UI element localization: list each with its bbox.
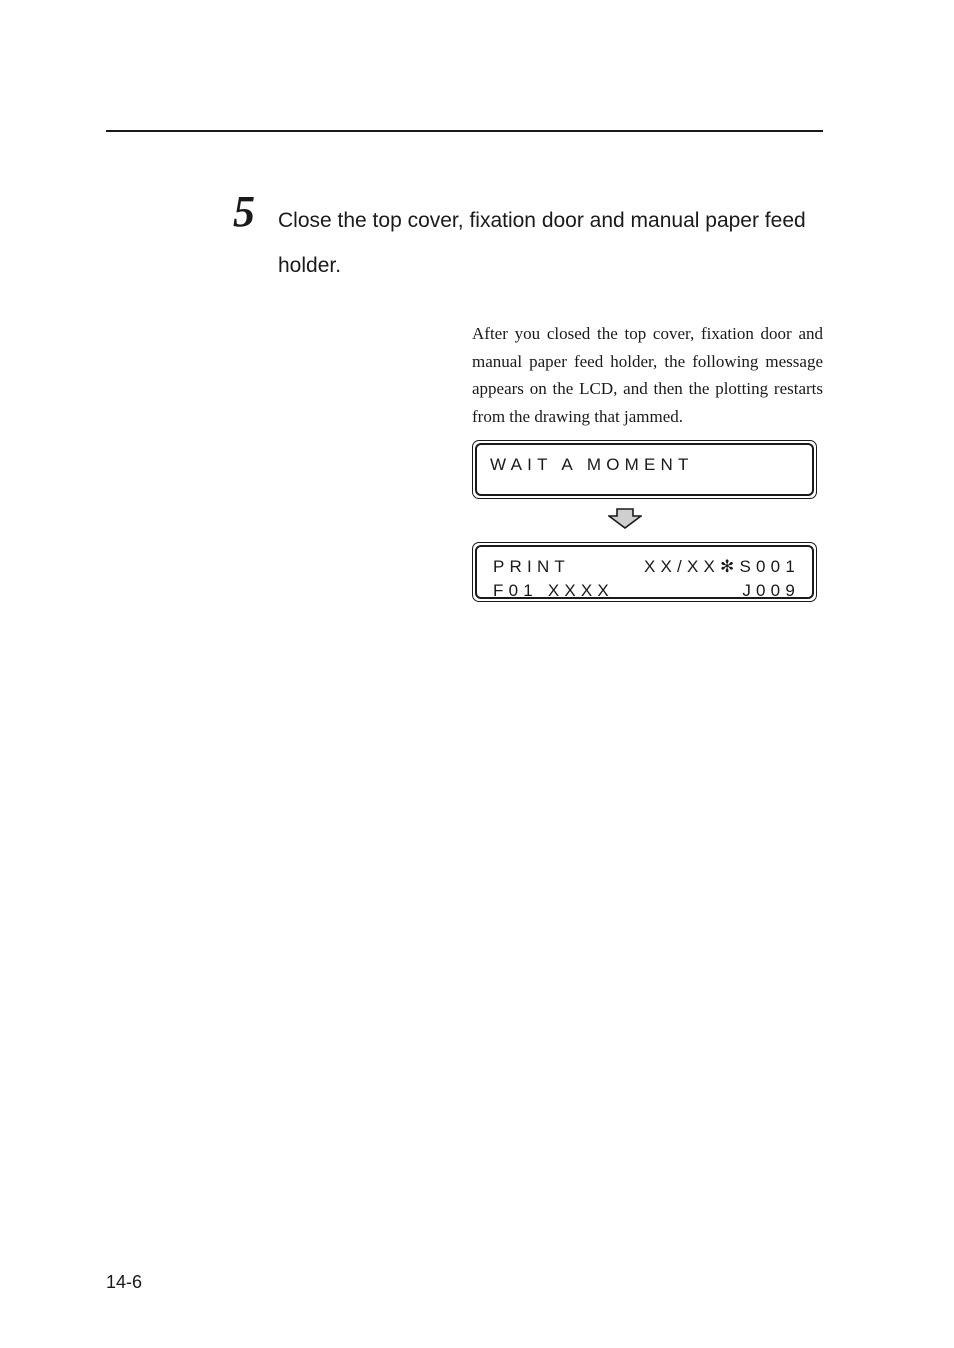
header-rule: [106, 130, 823, 132]
step-number: 5: [233, 187, 255, 236]
lcd-line-2-right: J009: [742, 581, 800, 600]
page-number: 14-6: [106, 1272, 143, 1292]
description-paragraph: After you closed the top cover, fixation door and manual paper feed holder, the following message appears on the LCD, and then the plotting restarts from the drawing that jammed.: [472, 324, 823, 427]
down-arrow-icon: [608, 508, 642, 529]
lcd-line-1: WAIT A MOMENT: [490, 455, 694, 474]
step-instruction: Close the top cover, fixation door and manual paper feed holder.: [278, 209, 806, 277]
lcd-line-1-right: XX/XX✻S001: [643, 557, 800, 576]
lcd-display-wait: [472, 440, 817, 499]
lcd-line-2-left: F01 XXXX: [493, 581, 614, 600]
lcd-line-1-left: PRINT: [493, 557, 570, 576]
lcd-display-print: [472, 542, 817, 602]
